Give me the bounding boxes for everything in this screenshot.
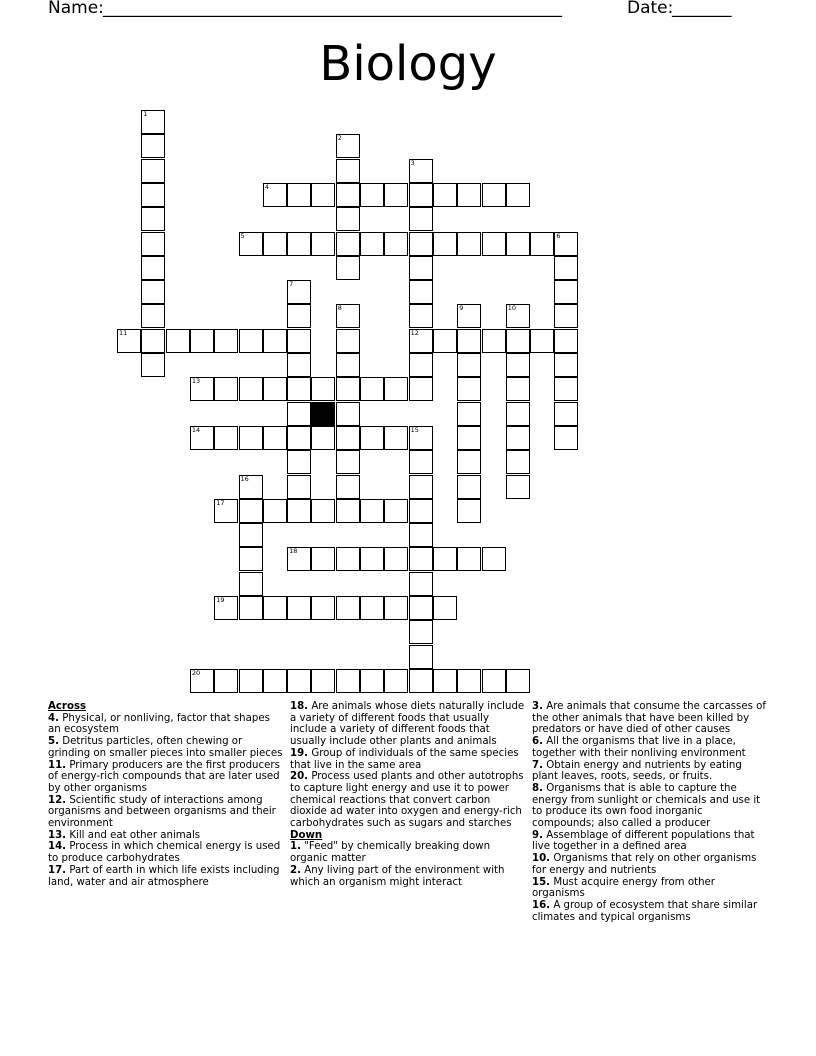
grid-cell[interactable] <box>384 377 408 401</box>
down-clue-7: 7. Obtain energy and nutrients by eating plant leaves, roots, seeds, or fruits. <box>532 759 742 783</box>
grid-cell[interactable] <box>409 207 433 231</box>
grid-cell[interactable] <box>263 232 287 256</box>
down-clue-16: 16. A group of ecosystem that share similar climates and typical organisms <box>532 899 758 923</box>
clue-column-2 <box>290 701 528 888</box>
grid-cell[interactable] <box>482 547 506 571</box>
across-clue-4: 4. Physical, or nonliving, factor that shapes an ecosystem <box>48 712 270 736</box>
clue-number: 20 <box>191 668 201 677</box>
grid-cell[interactable] <box>263 329 287 353</box>
grid-cell[interactable] <box>360 547 384 571</box>
grid-cell[interactable] <box>239 596 263 620</box>
clue-number: 15 <box>410 425 419 434</box>
grid-cell[interactable] <box>214 669 238 693</box>
across-heading: Across <box>48 701 87 712</box>
grid-cell[interactable] <box>409 499 433 523</box>
across-clue-14: 14. Process in which chemical energy is used to produce carbohydrates <box>48 841 281 865</box>
grid-cell[interactable] <box>141 159 165 183</box>
grid-cell[interactable] <box>360 232 384 256</box>
grid-cell[interactable] <box>409 280 433 304</box>
down-heading: Down <box>290 829 323 841</box>
grid-cell[interactable] <box>530 232 554 256</box>
grid-cell[interactable] <box>506 475 530 499</box>
clue-list <box>48 701 768 961</box>
name-label: Name: <box>48 0 104 18</box>
grid-cell[interactable] <box>239 329 263 353</box>
grid-cell[interactable] <box>141 280 165 304</box>
grid-cell[interactable] <box>287 596 311 620</box>
grid-cell[interactable] <box>287 353 311 377</box>
down-clue-10: 10. Organisms that rely on other organisms for energy and nutrients <box>532 853 757 876</box>
clue-number: 16 <box>240 474 249 483</box>
grid-cell[interactable] <box>433 232 457 256</box>
grid-cell[interactable] <box>336 475 360 499</box>
grid-cell[interactable] <box>457 547 481 571</box>
grid-cell[interactable] <box>141 183 165 207</box>
grid-cell[interactable] <box>311 377 335 401</box>
grid-cell[interactable] <box>506 353 530 377</box>
grid-cell[interactable] <box>433 329 457 353</box>
grid-cell[interactable] <box>482 232 506 256</box>
clue-number: 5 <box>240 231 245 240</box>
grid-cell[interactable] <box>311 426 335 450</box>
grid-cell[interactable] <box>506 669 530 693</box>
clue-number: 10 <box>507 304 517 313</box>
grid-cell[interactable] <box>409 620 433 644</box>
grid-cell[interactable] <box>287 304 311 328</box>
down-clue-15: 15. Must acquire energy from other organisms <box>532 876 715 900</box>
grid-cell[interactable] <box>457 450 481 474</box>
grid-cell[interactable] <box>554 377 578 401</box>
grid-cell[interactable] <box>384 426 408 450</box>
grid-cell[interactable] <box>263 669 287 693</box>
grid-cell[interactable] <box>554 426 578 450</box>
date-line[interactable]: _______ <box>672 0 732 18</box>
grid-cell[interactable] <box>287 183 311 207</box>
clue-number: 4 <box>264 182 269 191</box>
clue-column-1 <box>48 701 284 888</box>
grid-cell[interactable] <box>336 377 360 401</box>
grid-cell[interactable] <box>311 183 335 207</box>
grid-cell[interactable] <box>554 304 578 328</box>
across-clue-17: 17. Part of earth in which life exists including land, water and air atmosphere <box>48 864 280 888</box>
grid-cell[interactable] <box>554 280 578 304</box>
grid-cell[interactable] <box>336 207 360 231</box>
grid-cell[interactable] <box>433 547 457 571</box>
grid-cell[interactable] <box>457 232 481 256</box>
grid-cell[interactable] <box>506 402 530 426</box>
grid-cell[interactable] <box>239 377 263 401</box>
grid-cell[interactable] <box>384 183 408 207</box>
grid-cell[interactable] <box>360 669 384 693</box>
grid-cell[interactable] <box>311 547 335 571</box>
grid-cell[interactable] <box>457 329 481 353</box>
name-line[interactable]: ______________________________________________________ <box>103 0 562 18</box>
grid-cell[interactable] <box>506 450 530 474</box>
grid-cell[interactable] <box>336 499 360 523</box>
grid-cell[interactable] <box>384 547 408 571</box>
across-clue-18: 18. Are animals whose diets naturally include a variety of different foods that usually include a variety of different foods that usually include other plants and animals <box>290 701 525 748</box>
grid-cell[interactable] <box>506 426 530 450</box>
grid-cell[interactable] <box>336 450 360 474</box>
down-clue-3: 3. Are animals that consume the carcasses of the other animals that have been killed by predators or have died of other causes <box>532 701 767 736</box>
grid-cell[interactable] <box>554 353 578 377</box>
grid-cell[interactable] <box>360 183 384 207</box>
date-label: Date: <box>627 0 674 18</box>
grid-cell[interactable] <box>239 499 263 523</box>
grid-cell[interactable] <box>457 353 481 377</box>
grid-cell[interactable] <box>311 669 335 693</box>
grid-cell[interactable] <box>263 377 287 401</box>
clue-number: 7 <box>289 280 294 289</box>
grid-cell[interactable] <box>554 256 578 280</box>
grid-cell[interactable] <box>287 329 311 353</box>
clue-number: 11 <box>119 328 128 337</box>
grid-cell[interactable] <box>239 523 263 547</box>
grid-cell[interactable] <box>336 353 360 377</box>
clue-column-3 <box>532 701 768 923</box>
grid-cell[interactable] <box>336 183 360 207</box>
across-clue-19: 19. Group of individuals of the same species that live in the same area <box>290 747 519 771</box>
grid-cell[interactable] <box>482 183 506 207</box>
grid-cell[interactable] <box>506 377 530 401</box>
grid-cell[interactable] <box>336 256 360 280</box>
across-clue-5: 5. Detritus particles, often chewing or grinding on smaller pieces into smaller pieces <box>48 736 283 759</box>
clue-number: 2 <box>337 134 342 143</box>
grid-cell[interactable] <box>409 450 433 474</box>
grid-cell[interactable] <box>336 402 360 426</box>
grid-cell[interactable] <box>287 499 311 523</box>
grid-cell[interactable] <box>360 377 384 401</box>
clue-number: 1 <box>143 110 148 118</box>
across-clue-20: 20. Process used plants and other autotrophs to capture light energy and use it to power chemical reactions that convert carbon dioxide ad water into oxygen and energy-rich carbohydrates such as sugars and starches <box>290 771 524 830</box>
grid-cell[interactable] <box>263 499 287 523</box>
black-cell <box>311 402 335 426</box>
down-clue-1: 1. "Feed" by chemically breaking down organic matter <box>290 841 491 865</box>
grid-cell[interactable] <box>409 547 433 571</box>
grid-cell[interactable] <box>336 547 360 571</box>
across-clue-12: 12. Scientific study of interactions among organisms and between organisms and their environment <box>48 794 276 830</box>
grid-cell[interactable] <box>482 669 506 693</box>
grid-cell[interactable] <box>360 499 384 523</box>
grid-cell[interactable] <box>141 353 165 377</box>
grid-cell[interactable] <box>506 232 530 256</box>
grid-cell[interactable] <box>336 159 360 183</box>
page-title: Biology <box>319 36 497 92</box>
grid-cell[interactable] <box>409 377 433 401</box>
grid-cell[interactable] <box>457 426 481 450</box>
grid-cell[interactable] <box>384 232 408 256</box>
grid-cell[interactable] <box>457 475 481 499</box>
grid-cell[interactable] <box>433 183 457 207</box>
grid-cell[interactable] <box>287 232 311 256</box>
grid-cell[interactable] <box>214 377 238 401</box>
grid-cell[interactable] <box>336 596 360 620</box>
grid-cell[interactable] <box>409 572 433 596</box>
grid-cell[interactable] <box>311 499 335 523</box>
grid-cell[interactable] <box>263 596 287 620</box>
grid-cell[interactable] <box>384 499 408 523</box>
grid-cell[interactable] <box>311 232 335 256</box>
down-clue-2: 2. Any living part of the environment with which an organism might interact <box>290 864 505 888</box>
grid-cell[interactable] <box>239 547 263 571</box>
grid-cell[interactable] <box>409 523 433 547</box>
grid-cell[interactable] <box>554 402 578 426</box>
grid-cell[interactable] <box>190 329 214 353</box>
down-clue-8: 8. Organisms that is able to capture the energy from sunlight or chemicals and use it to produce its own food inorganic compounds; also called a producer <box>532 782 761 830</box>
grid-cell[interactable] <box>141 207 165 231</box>
clue-number: 3 <box>410 158 415 167</box>
grid-cell[interactable] <box>409 645 433 669</box>
grid-cell[interactable] <box>263 426 287 450</box>
grid-cell[interactable] <box>141 232 165 256</box>
down-clue-6: 6. All the organisms that live in a place, together with their nonliving environment <box>532 736 746 759</box>
grid-cell[interactable] <box>409 353 433 377</box>
grid-cell[interactable] <box>409 256 433 280</box>
down-clue-9: 9. Assemblage of different populations that live together in a defined area <box>532 829 755 853</box>
grid-cell[interactable] <box>482 329 506 353</box>
grid-cell[interactable] <box>311 596 335 620</box>
grid-cell[interactable] <box>214 426 238 450</box>
across-clue-11: 11. Primary producers are the first producers of energy-rich compounds that are later used by other organisms <box>48 759 280 794</box>
grid-cell[interactable] <box>433 596 457 620</box>
grid-cell[interactable] <box>336 669 360 693</box>
grid-cell[interactable] <box>457 402 481 426</box>
clue-number: 19 <box>216 596 225 604</box>
grid-cell[interactable] <box>457 377 481 401</box>
grid-cell[interactable] <box>409 669 433 693</box>
grid-cell[interactable] <box>409 232 433 256</box>
grid-cell[interactable] <box>409 475 433 499</box>
grid-cell[interactable] <box>287 669 311 693</box>
grid-cell[interactable] <box>506 329 530 353</box>
grid-cell[interactable] <box>409 183 433 207</box>
grid-cell[interactable] <box>457 499 481 523</box>
grid-cell[interactable] <box>506 183 530 207</box>
grid-cell[interactable] <box>141 256 165 280</box>
grid-cell[interactable] <box>433 669 457 693</box>
grid-cell[interactable] <box>336 329 360 353</box>
grid-cell[interactable] <box>287 475 311 499</box>
clue-number: 13 <box>191 377 201 386</box>
grid-cell[interactable] <box>554 329 578 353</box>
grid-cell[interactable] <box>336 232 360 256</box>
grid-cell[interactable] <box>287 377 311 401</box>
grid-cell[interactable] <box>239 426 263 450</box>
clue-number: 14 <box>191 425 201 434</box>
clue-number: 12 <box>410 328 419 337</box>
grid-cell[interactable] <box>287 450 311 474</box>
grid-cell[interactable] <box>409 304 433 328</box>
grid-cell[interactable] <box>360 426 384 450</box>
grid-cell[interactable] <box>239 669 263 693</box>
grid-cell[interactable] <box>409 596 433 620</box>
grid-cell[interactable] <box>239 572 263 596</box>
clue-number: 8 <box>337 304 342 313</box>
clue-number: 6 <box>556 231 561 240</box>
grid-cell[interactable] <box>214 329 238 353</box>
grid-cell[interactable] <box>384 596 408 620</box>
clue-number: 18 <box>289 547 298 556</box>
grid-cell[interactable] <box>287 402 311 426</box>
grid-cell[interactable] <box>457 183 481 207</box>
grid-cell[interactable] <box>141 329 165 353</box>
grid-cell[interactable] <box>360 596 384 620</box>
grid-cell[interactable] <box>141 304 165 328</box>
grid-cell[interactable] <box>530 329 554 353</box>
grid-cell[interactable] <box>457 669 481 693</box>
clue-number: 17 <box>216 498 225 507</box>
grid-cell[interactable] <box>384 669 408 693</box>
across-clue-13: 13. Kill and eat other animals <box>48 829 201 841</box>
grid-cell[interactable] <box>336 426 360 450</box>
grid-cell[interactable] <box>166 329 190 353</box>
grid-cell[interactable] <box>287 426 311 450</box>
clue-number: 9 <box>459 304 464 313</box>
grid-cell[interactable] <box>141 134 165 158</box>
